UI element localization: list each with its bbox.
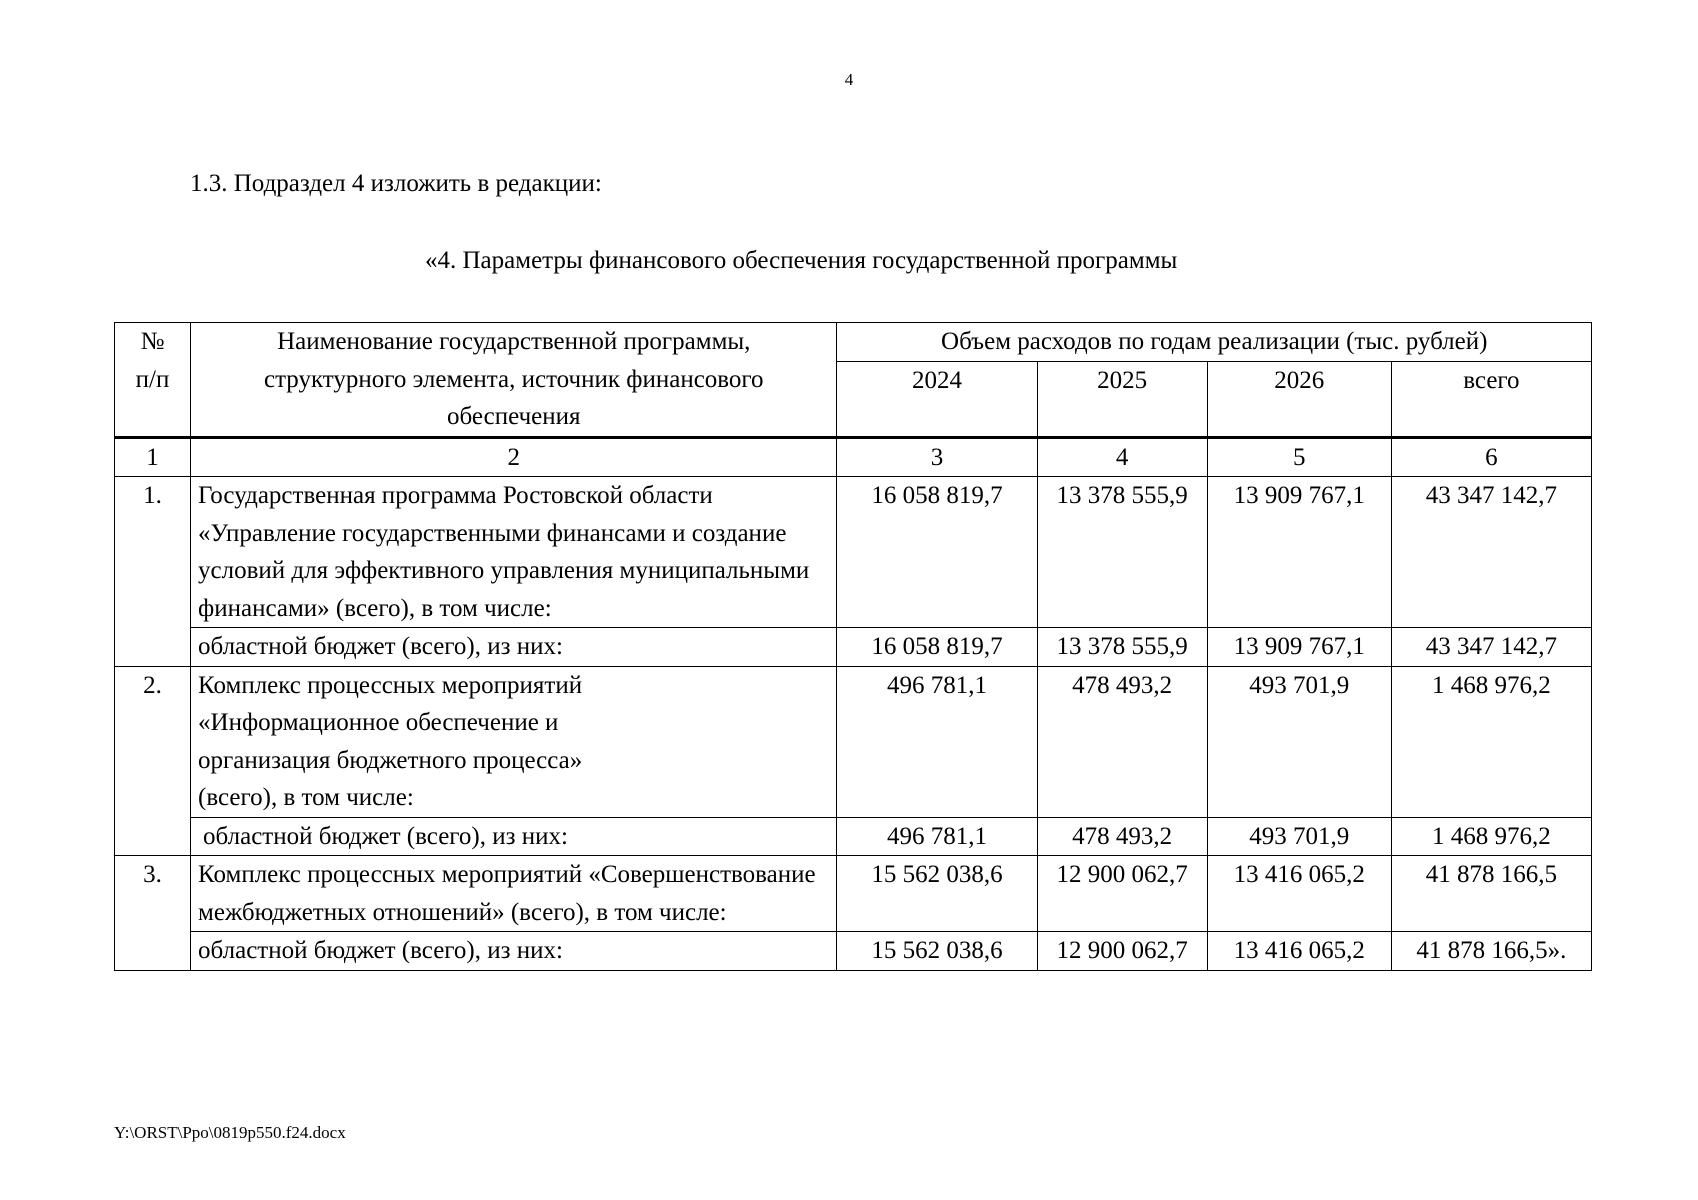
sub-value-2025: 12 900 062,7 — [1037, 932, 1207, 971]
table-subrow — [115, 817, 1592, 856]
column-index: 5 — [1207, 437, 1391, 477]
sub-value-2025: 13 378 555,9 — [1037, 628, 1207, 667]
header-year-2026: 2026 — [1207, 361, 1391, 437]
sub-value-total: 1 468 976,2 — [1391, 817, 1591, 856]
row-number: 2. — [115, 666, 191, 856]
header-volume: Объем расходов по годам реализации (тыс. рублей) — [837, 323, 1592, 362]
header-num: № п/п — [115, 323, 191, 438]
value-2024: 15 562 038,6 — [837, 856, 1037, 932]
value-2025: 478 493,2 — [1037, 666, 1207, 817]
row-name: Комплекс процессных мероприятий «Информационное обеспечение и организация бюджетного процесса» (всего), в том числе: — [191, 666, 837, 817]
row-number: 3. — [115, 856, 191, 971]
sub-value-2025: 478 493,2 — [1037, 817, 1207, 856]
row-number: 1. — [115, 477, 191, 667]
sub-value-2026: 13 416 065,2 — [1207, 932, 1391, 971]
value-2024: 16 058 819,7 — [837, 477, 1037, 628]
value-2026: 13 416 065,2 — [1207, 856, 1391, 932]
column-index-row — [115, 437, 1592, 477]
table-row — [115, 856, 1592, 932]
subrow-name: областной бюджет (всего), из них: — [191, 932, 837, 971]
sub-value-2026: 493 701,9 — [1207, 817, 1391, 856]
value-2025: 13 378 555,9 — [1037, 477, 1207, 628]
value-2026: 493 701,9 — [1207, 666, 1391, 817]
value-2025: 12 900 062,7 — [1037, 856, 1207, 932]
sub-value-total: 41 878 166,5». — [1391, 932, 1591, 971]
value-total: 41 878 166,5 — [1391, 856, 1591, 932]
header-row-top — [115, 323, 1592, 362]
column-index: 2 — [191, 437, 837, 477]
header-name: Наименование государственной программы, структурного элемента, источник финансового обеспечения — [191, 323, 837, 438]
header-total: всего — [1391, 361, 1591, 437]
sub-value-2024: 496 781,1 — [837, 817, 1037, 856]
subrow-name: областной бюджет (всего), из них: — [191, 628, 837, 667]
table-subrow — [115, 932, 1592, 971]
subrow-name: областной бюджет (всего), из них: — [191, 817, 837, 856]
sub-value-total: 43 347 142,7 — [1391, 628, 1591, 667]
sub-value-2024: 15 562 038,6 — [837, 932, 1037, 971]
sub-value-2024: 16 058 819,7 — [837, 628, 1037, 667]
column-index: 3 — [837, 437, 1037, 477]
section-title: «4. Параметры финансового обеспечения государственной программы — [425, 247, 1178, 274]
sub-value-2026: 13 909 767,1 — [1207, 628, 1391, 667]
row-name: Комплекс процессных мероприятий «Совершенствование межбюджетных отношений» (всего), в том числе: — [191, 856, 837, 932]
value-2024: 496 781,1 — [837, 666, 1037, 817]
footer-file-path: Y:\ORST\Ppo\0819p550.f24.docx — [114, 1123, 346, 1142]
financial-table — [114, 322, 1592, 971]
intro-text: 1.3. Подраздел 4 изложить в редакции: — [190, 170, 602, 197]
table-subrow — [115, 628, 1592, 667]
page-number: 4 — [844, 70, 854, 89]
value-total: 43 347 142,7 — [1391, 477, 1591, 628]
table-row — [115, 477, 1592, 628]
header-year-2024: 2024 — [837, 361, 1037, 437]
column-index: 1 — [115, 437, 191, 477]
header-year-2025: 2025 — [1037, 361, 1207, 437]
value-total: 1 468 976,2 — [1391, 666, 1591, 817]
table-row — [115, 666, 1592, 817]
value-2026: 13 909 767,1 — [1207, 477, 1391, 628]
column-index: 6 — [1391, 437, 1591, 477]
row-name: Государственная программа Ростовской области «Управление государственными финансами и создание условий для эффективного управления муниципальными финансами» (всего), в том числе: — [191, 477, 837, 628]
column-index: 4 — [1037, 437, 1207, 477]
